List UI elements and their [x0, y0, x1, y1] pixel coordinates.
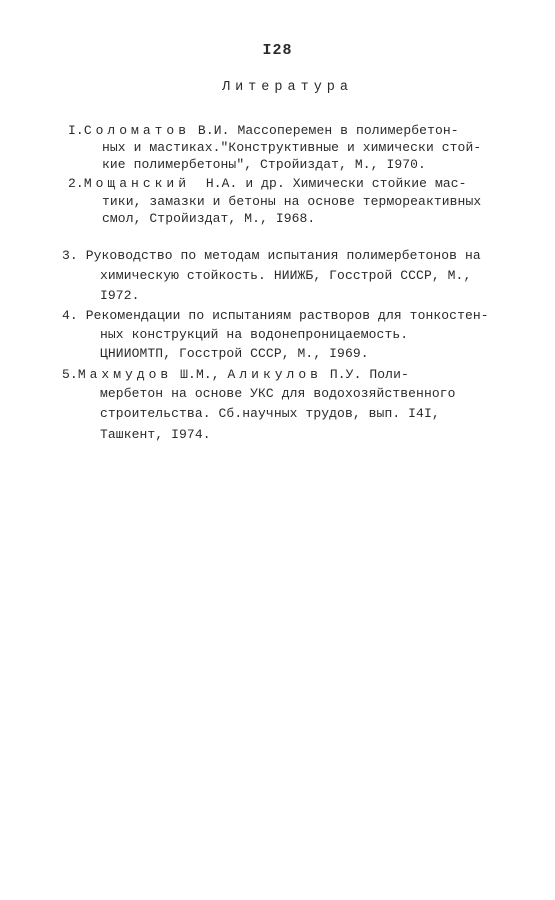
page-number: I28	[262, 42, 293, 59]
reference-coauthor: Аликулов	[227, 367, 322, 382]
page-heading: Литература	[221, 80, 353, 95]
reference-line	[68, 123, 459, 139]
reference-line: Ташкент, I974.	[100, 427, 211, 442]
reference-line: строительства. Сб.научных трудов, вып. I4I,	[100, 406, 440, 421]
reference-text: П.У. Поли-	[321, 367, 409, 382]
reference-line: ных конструкций на водонепроницаемость.	[100, 327, 409, 342]
reference-line	[62, 248, 481, 264]
reference-text: В.И. Массоперемен в полимербетон-	[190, 123, 459, 138]
reference-line	[68, 176, 467, 192]
reference-number: 4.	[62, 308, 78, 323]
reference-number: 5.	[62, 367, 78, 382]
reference-author: Соломатов	[83, 123, 191, 138]
reference-line: ных и мастиках."Конструктивные и химически стой-	[102, 140, 482, 155]
reference-line	[62, 367, 409, 383]
reference-author: Махмудов	[77, 367, 173, 382]
reference-text: Руководство по методам испытания полимербетонов на	[77, 248, 481, 263]
reference-line: тики, замазки и бетоны на основе термореактивных	[102, 194, 482, 209]
reference-line	[62, 308, 489, 324]
reference-text: Рекомендации по испытаниям растворов для тонкостен-	[77, 308, 489, 323]
reference-line: мербетон на основе УКС для водохозяйственного	[100, 386, 456, 401]
reference-line: смол, Стройиздат, М., I968.	[102, 211, 316, 226]
reference-number: 3.	[62, 248, 78, 263]
reference-author: Мощанский	[83, 176, 191, 191]
reference-line: химическую стойкость. НИИЖБ, Госстрой СССР, М.,	[100, 268, 472, 283]
reference-number: I.	[68, 123, 84, 138]
reference-line: ЦНИИОМТП, Госстрой СССР, М., I969.	[100, 346, 369, 361]
reference-text: Ш.М.,	[172, 367, 228, 382]
reference-number: 2.	[68, 176, 84, 191]
reference-text: Н.А. и др. Химически стойкие мас-	[190, 176, 467, 191]
reference-line: кие полимербетоны", Стройиздат, М., I970.	[102, 157, 426, 172]
reference-line: I972.	[100, 288, 140, 303]
